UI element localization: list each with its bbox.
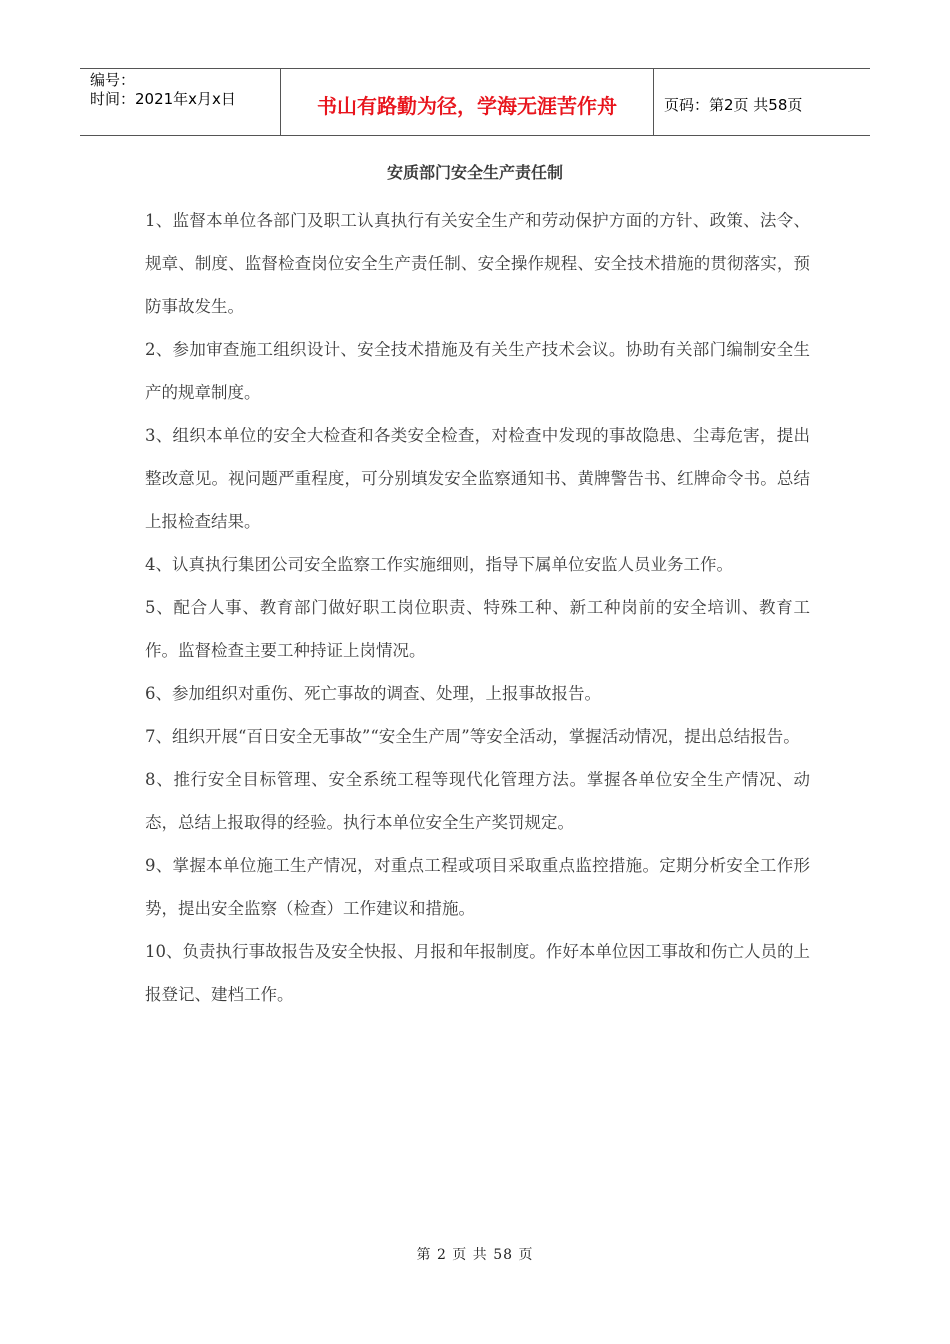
list-item: 5、配合人事、教育部门做好职工岗位职责、特殊工种、新工种岗前的安全培训、教育工作。监督检查主要工种持证上岗情况。 (145, 598, 810, 660)
document-date-label: 时间：2021年x月x日 (90, 90, 236, 108)
list-item: 3、组织本单位的安全大检查和各类安全检查，对检查中发现的事故隐患、尘毒危害，提出整改意见。视问题严重程度，可分别填发安全监察通知书、黄牌警告书、红牌命令书。总结上报检查结果。 (145, 426, 810, 531)
document-title: 安质部门安全生产责任制 (386, 163, 563, 182)
page-footer: 第 2 页 共 58 页 (416, 1247, 534, 1263)
page-header (80, 68, 870, 136)
document-number-label: 编号： (90, 71, 136, 89)
list-item: 4、认真执行集团公司安全监察工作实施细则，指导下属单位安监人员业务工作。 (145, 555, 733, 574)
header-page-info: 页码：第2页 共58页 (664, 95, 803, 114)
list-item: 7、组织开展“百日安全无事故”“安全生产周”等安全活动，掌握活动情况，提出总结报告。 (145, 727, 800, 746)
list-item: 1、监督本单位各部门及职工认真执行有关安全生产和劳动保护方面的方针、政策、法令、规章、制度、监督检查岗位安全生产责任制、安全操作规程、安全技术措施的贯彻落实，预防事故发生。 (145, 211, 810, 316)
list-item: 6、参加组织对重伤、死亡事故的调查、处理，上报事故报告。 (145, 684, 601, 703)
header-meta (80, 69, 281, 135)
document-body (145, 199, 810, 1016)
header-motto: 书山有路勤为径，学海无涯苦作舟 (281, 69, 654, 135)
list-item: 9、掌握本单位施工生产情况，对重点工程或项目采取重点监控措施。定期分析安全工作形势，提出安全监察（检查）工作建议和措施。 (145, 856, 810, 918)
list-item: 8、推行安全目标管理、安全系统工程等现代化管理方法。掌握各单位安全生产情况、动态，总结上报取得的经验。执行本单位安全生产奖罚规定。 (145, 770, 810, 832)
list-item: 10、负责执行事故报告及安全快报、月报和年报制度。作好本单位因工事故和伤亡人员的上报登记、建档工作。 (145, 942, 810, 1004)
list-item: 2、参加审查施工组织设计、安全技术措施及有关生产技术会议。协助有关部门编制安全生产的规章制度。 (145, 340, 810, 402)
